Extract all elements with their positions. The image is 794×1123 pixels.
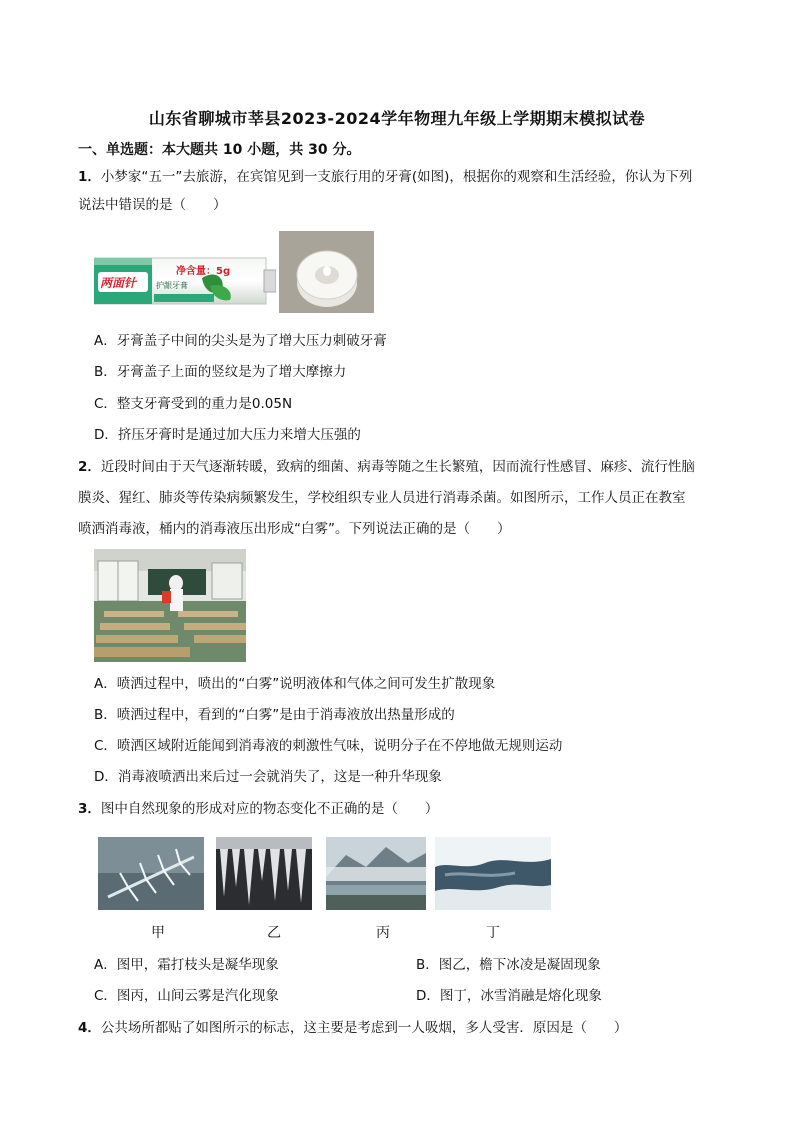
mountain-fog-image <box>326 837 426 910</box>
question-number: 1． <box>78 169 101 185</box>
caption-yi: 乙 <box>267 925 281 941</box>
q3-option-b: B．图乙，檐下冰凌是凝固现象 <box>416 957 601 973</box>
question-text: 公共场所都贴了如图所示的标志，这主要是考虑到一人吸烟，多人受害．原因是（ ） <box>100 1020 628 1036</box>
question-number: 3． <box>78 801 101 817</box>
classroom-disinfection-image <box>94 549 246 662</box>
question-number: 2． <box>78 459 101 475</box>
q1-option-c: C．整支牙膏受到的重力是0.05N <box>94 396 293 412</box>
toothpaste-tube-image <box>94 252 276 310</box>
question-1 <box>78 168 758 186</box>
page-title: 山东省聊城市莘县2023-2024学年物理九年级上学期期末模拟试卷 <box>148 109 646 128</box>
caption-bing: 丙 <box>376 925 390 941</box>
section-heading: 一、单选题：本大题共 10 小题，共 30 分。 <box>78 142 361 158</box>
toothpaste-cap-image <box>279 231 374 313</box>
icicles-image <box>216 837 312 910</box>
question-2 <box>78 458 758 476</box>
snow-melting-image <box>435 837 551 910</box>
question-3 <box>78 800 758 818</box>
q3-option-d: D．图丁，冰雪消融是熔化现象 <box>416 988 602 1004</box>
question-text: 小梦家“五一”去旅游，在宾馆见到一支旅行用的牙膏(如图)，根据你的观察和生活经验，你认为下列 <box>100 169 693 185</box>
question-text-cont: 喷洒消毒液，桶内的消毒液压出形成“白雾”。下列说法正确的是（ ） <box>78 521 511 537</box>
question-text-cont: 膜炎、猩红、肺炎等传染病频繁发生，学校组织专业人员进行消毒杀菌。如图所示，工作人员正在教室 <box>78 490 686 506</box>
q3-option-c: C．图丙，山间云雾是汽化现象 <box>94 988 279 1004</box>
q2-option-d: D．消毒液喷洒出来后过一会就消失了，这是一种升华现象 <box>94 769 442 785</box>
tube-type-text: 护龈牙膏 <box>156 281 188 290</box>
q2-option-a: A．喷洒过程中，喷出的“白雾”说明液体和气体之间可发生扩散现象 <box>94 676 496 692</box>
caption-jia: 甲 <box>151 925 165 941</box>
q2-option-c: C．喷洒区域附近能闻到消毒液的刺激性气味，说明分子在不停地做无规则运动 <box>94 738 563 754</box>
question-4 <box>78 1019 758 1037</box>
question-text: 近段时间由于天气逐渐转暖，致病的细菌、病毒等随之生长繁殖，因而流行性感冒、麻疹、流行性脑 <box>100 459 695 475</box>
q1-option-d: D．挤压牙膏时是通过加大压力来增大压强的 <box>94 427 361 443</box>
question-number: 4． <box>78 1020 101 1036</box>
tube-net-text: 净含量：5g <box>176 266 231 277</box>
frost-branch-image <box>98 837 204 910</box>
caption-ding: 丁 <box>486 925 500 941</box>
q2-option-b: B．喷洒过程中，看到的“白雾”是由于消毒液放出热量形成的 <box>94 707 455 723</box>
q1-option-b: B．牙膏盖子上面的竖纹是为了增大摩擦力 <box>94 364 347 380</box>
tube-brand-text: 两面针 <box>100 276 137 290</box>
question-text: 图中自然现象的形成对应的物态变化不正确的是（ ） <box>100 801 439 817</box>
q1-option-a: A．牙膏盖子中间的尖头是为了增大压力刺破牙膏 <box>94 333 387 349</box>
q3-option-a: A．图甲，霜打枝头是凝华现象 <box>94 957 279 973</box>
question-text-cont: 说法中错误的是（ ） <box>78 197 227 213</box>
